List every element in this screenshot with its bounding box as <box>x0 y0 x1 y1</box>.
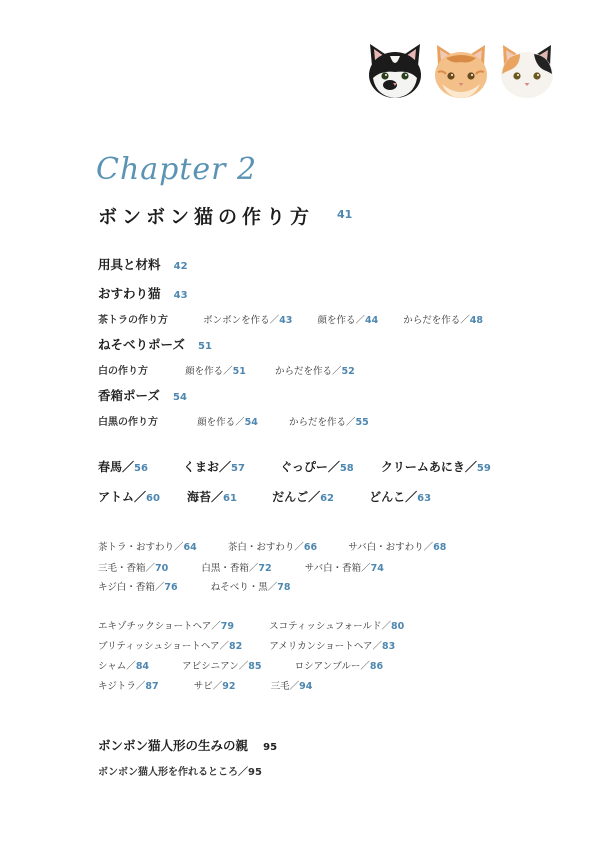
breed-page-number: 84 <box>135 661 150 672</box>
chapter-title: ボンボン猫の作り方 <box>98 206 315 228</box>
character-page-number: 61 <box>223 493 237 504</box>
variation-name: キジ白・香箱／ <box>98 582 165 593</box>
breed-page-number: 80 <box>390 621 405 632</box>
subentry-title[interactable]: 白の作り方 <box>98 366 148 377</box>
breed-entry[interactable] <box>269 634 395 653</box>
breed-page-number: 85 <box>248 661 262 672</box>
cat-heads <box>360 40 560 102</box>
orange-tabby-cat-head-icon <box>430 40 492 102</box>
character-name: 春馬／ <box>98 460 135 474</box>
breed-name: スコティッシュフォールド／ <box>269 621 391 632</box>
variation-entry[interactable] <box>228 535 317 554</box>
breed-name: キジトラ／ <box>98 681 146 692</box>
variation-page-number: 70 <box>155 563 169 574</box>
breed-entry[interactable] <box>295 654 383 673</box>
section-title: 用具と材料 <box>98 257 161 272</box>
subentry-label: ボンボンを作る／ <box>203 315 280 326</box>
breed-page-number: 94 <box>299 681 313 692</box>
breed-page-number: 79 <box>220 621 234 632</box>
subentry-page-number: 54 <box>244 417 258 428</box>
subentry-label: ボンボン猫人形を作れるところ／ <box>98 767 248 778</box>
character-page-number: 57 <box>231 463 245 474</box>
section-page-number: 42 <box>173 261 188 272</box>
section-page-number: 54 <box>172 392 187 403</box>
breed-entry[interactable] <box>269 614 404 633</box>
variation-entry[interactable] <box>98 556 168 575</box>
variation-page-number: 64 <box>183 542 197 553</box>
subentry-page-number: 95 <box>248 767 262 778</box>
character-name: クリームあにき／ <box>380 460 477 474</box>
variation-row <box>98 535 446 554</box>
section-title: ねそべりポーズ <box>98 337 185 352</box>
breed-entry[interactable] <box>98 634 242 653</box>
toc-subentries <box>98 410 369 429</box>
subentry-page-number: 51 <box>232 366 246 377</box>
breed-page-number: 86 <box>369 661 384 672</box>
toc-subentries <box>98 308 483 327</box>
breed-entry[interactable] <box>98 614 234 633</box>
toc-subentry[interactable] <box>275 359 355 378</box>
subentry-label: からだを作る／ <box>288 417 356 428</box>
character-page-number: 59 <box>476 463 491 474</box>
toc-subentry[interactable] <box>98 760 262 779</box>
chapter-page-number: 41 <box>337 208 353 221</box>
breed-name: 三毛／ <box>270 681 300 692</box>
breed-name: サビ／ <box>193 681 223 692</box>
variation-row <box>98 575 290 594</box>
subentry-page-number: 44 <box>364 315 379 326</box>
breed-name: ブリティッシュショートヘア／ <box>98 641 230 652</box>
variation-name: サバ白・香箱／ <box>304 563 371 574</box>
variation-entry[interactable] <box>201 556 271 575</box>
character-entry[interactable] <box>369 486 431 505</box>
breed-entry[interactable] <box>194 674 236 693</box>
character-name: ぐっぴー／ <box>280 460 340 474</box>
breed-row <box>98 614 404 633</box>
subentry-label: からだを作る／ <box>403 315 470 326</box>
breed-row <box>98 634 395 653</box>
breed-entry[interactable] <box>182 654 261 673</box>
breed-name: エキゾチックショートヘア／ <box>98 621 221 632</box>
character-entry[interactable] <box>98 486 160 505</box>
character-row <box>98 486 431 505</box>
variation-entry[interactable] <box>211 575 291 594</box>
character-name: だんご／ <box>272 490 321 504</box>
variation-row <box>98 556 384 575</box>
variation-page-number: 72 <box>258 563 272 574</box>
character-page-number: 58 <box>339 463 354 474</box>
toc-section[interactable] <box>98 334 212 353</box>
character-name: どんこ／ <box>369 490 418 504</box>
variation-entry[interactable] <box>348 535 446 554</box>
variation-page-number: 68 <box>433 542 447 553</box>
breed-entry[interactable] <box>98 654 149 673</box>
character-entry[interactable] <box>183 456 245 475</box>
variation-name: ねそべり・黒／ <box>210 582 278 593</box>
breed-row <box>98 654 383 673</box>
character-name: 海苔／ <box>187 490 224 504</box>
variation-page-number: 66 <box>303 542 318 553</box>
toc-subentry[interactable] <box>289 410 369 429</box>
section-page-number: 43 <box>173 290 188 301</box>
section-page-number: 95 <box>263 742 278 753</box>
variation-name: 三毛・香箱／ <box>98 563 156 574</box>
character-entry[interactable] <box>187 486 237 505</box>
toc-subentry[interactable] <box>203 308 292 327</box>
variation-entry[interactable] <box>98 535 197 554</box>
section-title: ボンボン猫人形の生みの親 <box>98 738 249 753</box>
section-title: 香箱ポーズ <box>98 388 160 403</box>
subentry-label: 顔を作る／ <box>185 366 233 377</box>
toc-subentry[interactable] <box>317 308 378 327</box>
breed-entry[interactable] <box>98 674 159 693</box>
subentry-page-number: 43 <box>279 315 293 326</box>
breed-row <box>98 674 312 693</box>
toc-section[interactable] <box>98 283 188 302</box>
breed-entry[interactable] <box>271 674 313 693</box>
breed-page-number: 92 <box>222 681 236 692</box>
section-page-number: 51 <box>197 341 212 352</box>
breed-name: アメリカンショートヘア／ <box>269 641 382 652</box>
toc-subentry[interactable] <box>185 359 246 378</box>
character-page-number: 60 <box>146 493 160 504</box>
black-white-cat-head-icon <box>364 40 426 102</box>
character-entry[interactable] <box>381 456 491 475</box>
variation-name: 茶トラ・おすわり／ <box>98 542 184 553</box>
breed-name: アビシニアン／ <box>182 661 249 672</box>
section-title: おすわり猫 <box>98 286 161 301</box>
subentry-page-number: 52 <box>341 366 355 377</box>
toc-subentry[interactable] <box>403 308 483 327</box>
subentry-label: 顔を作る／ <box>317 315 365 326</box>
character-page-number: 56 <box>134 463 148 474</box>
breed-page-number: 87 <box>145 681 159 692</box>
calico-cat-head-icon <box>496 40 558 102</box>
toc-subentry[interactable] <box>197 410 258 429</box>
breed-name: ロシアンブルー／ <box>294 661 370 672</box>
subentry-label: からだを作る／ <box>274 366 342 377</box>
character-row <box>98 456 491 475</box>
character-name: くまお／ <box>183 460 232 474</box>
character-entry[interactable] <box>280 456 354 475</box>
subentry-title[interactable]: 茶トラの作り方 <box>98 315 168 326</box>
character-page-number: 62 <box>320 493 334 504</box>
character-entry[interactable] <box>272 486 334 505</box>
character-entry[interactable] <box>98 456 148 475</box>
subentry-page-number: 55 <box>355 417 369 428</box>
subentry-page-number: 48 <box>469 315 484 326</box>
variation-entry[interactable] <box>305 556 384 575</box>
breed-page-number: 83 <box>381 641 396 652</box>
character-page-number: 63 <box>417 493 432 504</box>
toc-section[interactable] <box>98 254 188 273</box>
toc-section[interactable] <box>98 735 277 754</box>
subentry-title[interactable]: 白黒の作り方 <box>98 417 158 428</box>
toc-subentries <box>98 359 355 378</box>
character-name: アトム／ <box>98 490 147 504</box>
variation-page-number: 76 <box>164 582 178 593</box>
variation-entry[interactable] <box>98 575 178 594</box>
subentry-label: 顔を作る／ <box>197 417 245 428</box>
variation-page-number: 74 <box>370 563 384 574</box>
toc-section[interactable] <box>98 385 187 404</box>
breed-page-number: 82 <box>229 641 243 652</box>
variation-page-number: 78 <box>277 582 291 593</box>
variation-name: 茶白・おすわり／ <box>227 542 304 553</box>
breed-name: シャム／ <box>98 661 136 672</box>
variation-name: 白黒・香箱／ <box>201 563 259 574</box>
chapter-label: Chapter 2 <box>96 152 258 187</box>
variation-name: サバ白・おすわり／ <box>348 542 434 553</box>
